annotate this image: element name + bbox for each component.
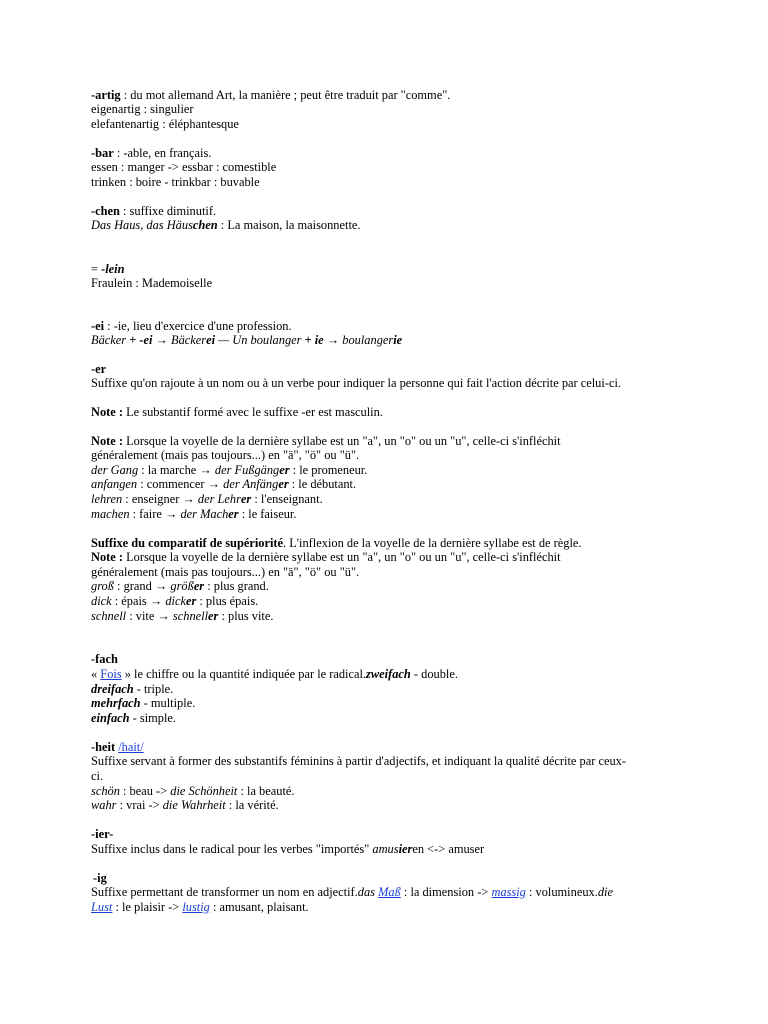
- entry-fach-heading: -fach: [91, 652, 118, 666]
- suffix-term: -ei: [91, 319, 105, 333]
- entry-ier-heading: -ier-: [91, 827, 114, 841]
- entry-ig-definition: Suffixe permettant de transformer un nom en adjectif.das Maß : la dimension -> massig : volumineux.die: [91, 885, 613, 899]
- entry-fach-example-2: mehrfach - multiple.: [91, 696, 196, 710]
- lust-link[interactable]: Lust: [91, 900, 113, 914]
- suffix-term: -chen: [91, 204, 120, 218]
- suffix-term: -bar: [91, 146, 114, 160]
- entry-lein-example: Fraulein : Mademoiselle: [91, 276, 213, 290]
- entry-heit-definition-cont: ci.: [91, 769, 104, 783]
- entry-fach-definition: « Fois » le chiffre ou la quantité indiquée par le radical.zweifach - double.: [91, 667, 458, 681]
- entry-comparatif-example-2: dick : épais → dicker : plus épais.: [91, 594, 259, 608]
- mass-link[interactable]: Maß: [378, 885, 401, 899]
- entry-ei-example: Bäcker + -ei → Bäckerei — Un boulanger + ie → boulangerie: [91, 333, 403, 347]
- entry-er-example-2: anfangen : commencer → der Anfänger : le débutant.: [91, 477, 357, 491]
- entry-comparatif-note-cont: généralement (mais pas toujours...) en "ä", "ö" ou "ü".: [91, 565, 360, 579]
- entry-er-example-3: lehren : enseigner → der Lehrer : l'enseignant.: [91, 492, 323, 506]
- entry-fach-example-3: einfach - simple.: [91, 711, 177, 725]
- entry-artig-example-1: eigenartig : singulier: [91, 102, 194, 116]
- entry-ig-heading: -ig: [93, 871, 107, 885]
- entry-ig-example: Lust : le plaisir -> lustig : amusant, plaisant.: [91, 900, 309, 914]
- entry-heit-heading: -heit /hait/: [91, 740, 144, 754]
- entry-comparatif-example-1: groß : grand → größer : plus grand.: [91, 579, 269, 593]
- entry-comparatif-definition: Suffixe du comparatif de supériorité. L'inflexion de la voyelle de la dernière syllabe est de règle.: [91, 536, 582, 550]
- entry-bar-example-1: essen : manger -> essbar : comestible: [91, 160, 277, 174]
- entry-chen-definition: -chen : suffixe diminutif.: [91, 204, 217, 218]
- entry-er-note-1: Note : Le substantif formé avec le suffixe -er est masculin.: [91, 405, 383, 419]
- suffix-term: -artig: [91, 88, 121, 102]
- entry-er-note-2: Note : Lorsque la voyelle de la dernière syllabe est un "a", un "o" ou un "u", celle-ci s'infléchit: [91, 434, 561, 448]
- pronunciation-link[interactable]: /hait/: [118, 740, 144, 754]
- entry-comparatif-example-3: schnell : vite → schneller : plus vite.: [91, 609, 274, 623]
- entry-er-example-4: machen : faire → der Macher : le faiseur.: [91, 507, 297, 521]
- entry-comparatif-note: Note : Lorsque la voyelle de la dernière syllabe est un "a", un "o" ou un "u", celle-ci s'infléchit: [91, 550, 561, 564]
- fois-link[interactable]: Fois: [100, 667, 122, 681]
- entry-bar-definition: -bar : -able, en français.: [91, 146, 212, 160]
- entry-er-definition: Suffixe qu'on rajoute à un nom ou à un verbe pour indiquer la personne qui fait l'action décrite par celui-ci.: [91, 376, 621, 390]
- entry-heit-example-1: schön : beau -> die Schönheit : la beauté.: [91, 784, 295, 798]
- entry-ier-definition: Suffixe inclus dans le radical pour les verbes "importés" amusieren <-> amuser: [91, 842, 485, 856]
- entry-fach-example-1: dreifach - triple.: [91, 682, 174, 696]
- entry-artig-example-2: elefantenartig : éléphantesque: [91, 117, 239, 131]
- entry-er-note-2-cont: généralement (mais pas toujours...) en "ä", "ö" ou "ü".: [91, 448, 360, 462]
- entry-chen-example: Das Haus, das Häuschen : La maison, la maisonnette.: [91, 218, 361, 232]
- entry-lein-heading: = -lein: [91, 262, 125, 276]
- entry-er-heading: -er: [91, 362, 107, 376]
- entry-heit-definition: Suffixe servant à former des substantifs féminins à partir d'adjectifs, et indiquant la qualité décrite par ceux-: [91, 754, 626, 768]
- massig-link[interactable]: massig: [491, 885, 526, 899]
- lustig-link[interactable]: lustig: [182, 900, 210, 914]
- entry-bar-example-2: trinken : boire - trinkbar : buvable: [91, 175, 260, 189]
- entry-er-example-1: der Gang : la marche → der Fußgänger : le promeneur.: [91, 463, 368, 477]
- entry-ei-definition: -ei : -ie, lieu d'exercice d'une profession.: [91, 319, 292, 333]
- entry-heit-example-2: wahr : vrai -> die Wahrheit : la vérité.: [91, 798, 279, 812]
- entry-artig-definition: -artig : du mot allemand Art, la manière ; peut être traduit par "comme".: [91, 88, 451, 102]
